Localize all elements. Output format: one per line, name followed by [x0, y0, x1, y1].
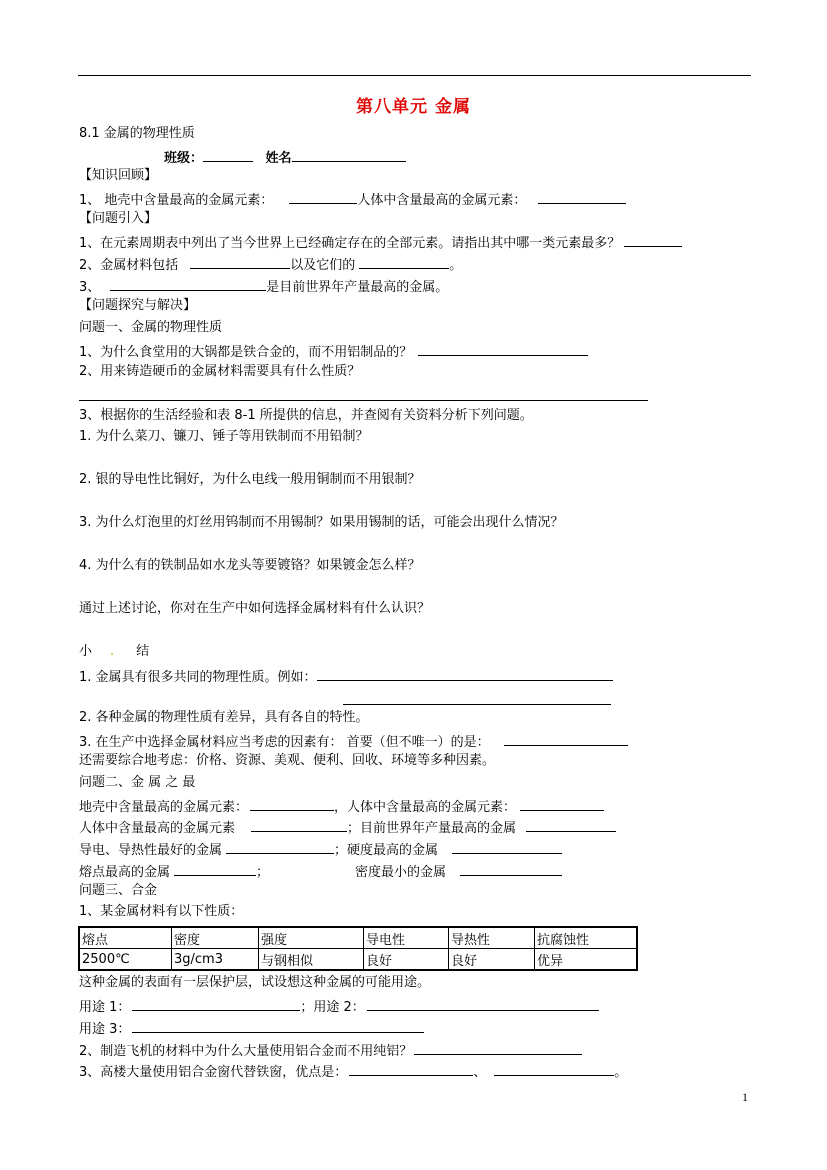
table-row [79, 949, 637, 971]
problem1-heading: 问题一、金属的物理性质 [79, 320, 223, 335]
use2-blank[interactable] [367, 997, 599, 1011]
problem3-q2-blank[interactable] [414, 1041, 582, 1055]
review-q1 [79, 190, 626, 209]
problem2-row4 [79, 862, 562, 881]
page-title: 第八单元 金属 [356, 97, 471, 117]
table-cell: 良好 [364, 949, 449, 971]
table-header-cell: 强度 [259, 927, 364, 949]
explore-s4: 4. 为什么有的铁制品如水龙头等要镀铬？如果镀金怎么样？ [79, 558, 421, 573]
table-cell: 良好 [449, 949, 535, 971]
intro-q2-text-a: 2、金属材料包括 [79, 258, 179, 273]
review-q1-blank-b[interactable] [538, 190, 626, 204]
problem2-r1-text-a: 地壳中含量最高的金属元素： [79, 800, 249, 815]
class-blank[interactable] [203, 148, 253, 162]
intro-q2-blank-a[interactable] [190, 255, 290, 269]
table-header-row [79, 927, 637, 949]
explore-s3: 3. 为什么灯泡里的灯丝用钨制而不用锡制？如果用锡制的话，可能会出现什么情况？ [79, 515, 564, 530]
summary-heading-b: 结 [136, 644, 150, 659]
use3-blank[interactable] [132, 1019, 424, 1033]
problem3-q3 [79, 1062, 627, 1081]
header-rule [78, 75, 751, 76]
problem3-q3-text-c: 。 [614, 1065, 628, 1080]
summary-heading-a: 小 [79, 644, 93, 659]
problem3-q3-text-b: 、 [473, 1065, 487, 1080]
table-cell: 3g/cm3 [172, 949, 259, 971]
intro-q2 [79, 255, 462, 274]
table-cell: 与钢相似 [259, 949, 364, 971]
intro-heading: 【问题引入】 [79, 211, 158, 226]
problem2-heading: 问题二、金 属 之 最 [79, 775, 196, 790]
intro-q2-text-b: 以及它们的 [290, 258, 356, 273]
explore-s2: 2. 银的导电性比铜好，为什么电线一般用铜制而不用银制？ [79, 472, 421, 487]
class-name-row [164, 148, 406, 167]
problem3-after: 这种金属的表面有一层保护层，试设想这种金属的可能用途。 [79, 975, 431, 990]
intro-q1-text: 1、在元素周期表中列出了当今世界上已经确定存在的全部元素。请指出其中哪一类元素最多？ [79, 236, 621, 251]
class-label: 班级： [164, 151, 204, 166]
problem2-r2-blank-b[interactable] [526, 818, 616, 832]
review-heading: 【知识回顾】 [79, 168, 158, 183]
intro-q1-blank[interactable] [624, 233, 682, 247]
problem2-r2-text-a: 人体中含量最高的金属元素 [79, 821, 236, 836]
use-row-1 [79, 997, 599, 1016]
problem3-q2 [79, 1041, 582, 1060]
explore-s1: 1. 为什么菜刀、镰刀、锤子等用铁制而不用铅制？ [79, 429, 369, 444]
table-header-cell: 导热性 [449, 927, 535, 949]
table-header-cell: 抗腐蚀性 [535, 927, 638, 949]
intro-q3 [79, 277, 448, 296]
intro-q1 [79, 233, 682, 252]
problem3-q3-blank-b[interactable] [494, 1062, 614, 1076]
problem2-r4-blank-a[interactable] [174, 862, 256, 876]
problem2-r2-text-b: ；目前世界年产量最高的金属 [347, 821, 517, 836]
summary-p2: 2. 各种金属的物理性质有差异，具有各自的特性。 [79, 710, 369, 725]
summary-p1-blank-2[interactable] [343, 704, 611, 705]
use1-blank[interactable] [132, 997, 300, 1011]
explore-q1 [79, 342, 588, 361]
problem2-r3-text-a: 导电、导热性最好的金属 [79, 843, 223, 858]
problem2-r4-text-c: 密度最小的金属 [355, 865, 447, 880]
problem3-q1: 1、某金属材料有以下性质： [79, 904, 244, 919]
intro-q3-text-a: 3、 [79, 280, 101, 295]
intro-q2-blank-b[interactable] [359, 255, 449, 269]
problem2-row3 [79, 840, 562, 859]
explore-heading: 【问题探究与解决】 [79, 298, 197, 313]
problem2-r1-blank-a[interactable] [250, 797, 334, 811]
explore-q3: 3、根据你的生活经验和表 8-1 所提供的信息，并查阅有关资料分析下列问题。 [79, 408, 533, 423]
summary-heading-dot: . [110, 644, 115, 659]
summary-p1-text: 1. 金属具有很多共同的物理性质。例如： [79, 670, 317, 685]
problem2-r4-blank-b[interactable] [460, 862, 562, 876]
review-q1-text-a: 1、 地壳中含量最高的金属元素： [79, 193, 274, 208]
table-header-cell: 熔点 [79, 927, 172, 949]
summary-p3-blank[interactable] [504, 732, 628, 746]
review-q1-blank-a[interactable] [289, 190, 357, 204]
problem2-row2 [79, 818, 616, 837]
summary-p1-blank[interactable] [317, 667, 613, 681]
summary-p3-text: 3. 在生产中选择金属材料应当考虑的因素有： 首要（但不唯一）的是： [79, 735, 490, 750]
table-header-cell: 导电性 [364, 927, 449, 949]
problem3-heading: 问题三、合金 [79, 883, 158, 898]
summary-heading [79, 644, 149, 660]
explore-q1-text: 1、为什么食堂用的大锅都是铁合金的，而不用铝制品的？ [79, 345, 413, 360]
table-cell: 优异 [535, 949, 638, 971]
intro-q3-text-b: 是目前世界年产量最高的金属。 [266, 280, 449, 295]
problem3-q3-text-a: 3、高楼大量使用铝合金窗代替铁窗，优点是： [79, 1065, 348, 1080]
problem3-q2-text: 2、制造飞机的材料中为什么大量使用铝合金而不用纯铝？ [79, 1044, 413, 1059]
use1-label: 用途 1： [79, 1000, 131, 1015]
page-number: 1 [742, 1090, 748, 1104]
section-heading: 8.1 金属的物理性质 [79, 126, 195, 141]
name-blank[interactable] [292, 148, 406, 162]
summary-p3 [79, 732, 628, 751]
use3-label: 用途 3： [79, 1022, 131, 1037]
summary-p4: 还需要综合地考虑：价格、资源、美观、便利、回收、环境等多种因素。 [79, 753, 496, 768]
problem2-r3-text-b: ；硬度最高的金属 [334, 843, 439, 858]
problem2-r4-text-b: ； [256, 865, 270, 880]
explore-q1-blank[interactable] [418, 342, 588, 356]
problem3-q3-blank-a[interactable] [349, 1062, 473, 1076]
intro-q3-blank[interactable] [110, 277, 266, 291]
table-header-cell: 密度 [172, 927, 259, 949]
problem2-r4-text-a: 熔点最高的金属 [79, 865, 171, 880]
review-q1-text-b: 人体中含量最高的金属元素： [357, 193, 527, 208]
problem2-row1 [79, 797, 604, 816]
properties-table [78, 926, 638, 971]
summary-p1 [79, 667, 613, 686]
table-cell: 2500℃ [79, 949, 172, 971]
problem2-r1-blank-b[interactable] [520, 797, 604, 811]
problem2-r3-blank-b[interactable] [452, 840, 562, 854]
name-label: 姓名 [265, 151, 292, 166]
problem2-r2-blank-a[interactable] [251, 818, 347, 832]
discussion-question: 通过上述讨论，你对在生产中如何选择金属材料有什么认识？ [79, 601, 431, 616]
explore-q2: 2、用来铸造硬币的金属材料需要具有什么性质？ [79, 364, 361, 379]
intro-q2-text-c: 。 [449, 258, 463, 273]
explore-q2-answer-line[interactable] [79, 400, 648, 401]
use-row-3 [79, 1019, 424, 1038]
problem2-r1-text-b: ，人体中含量最高的金属元素： [334, 800, 517, 815]
problem2-r3-blank-a[interactable] [226, 840, 334, 854]
use2-label: ；用途 2： [300, 1000, 365, 1015]
